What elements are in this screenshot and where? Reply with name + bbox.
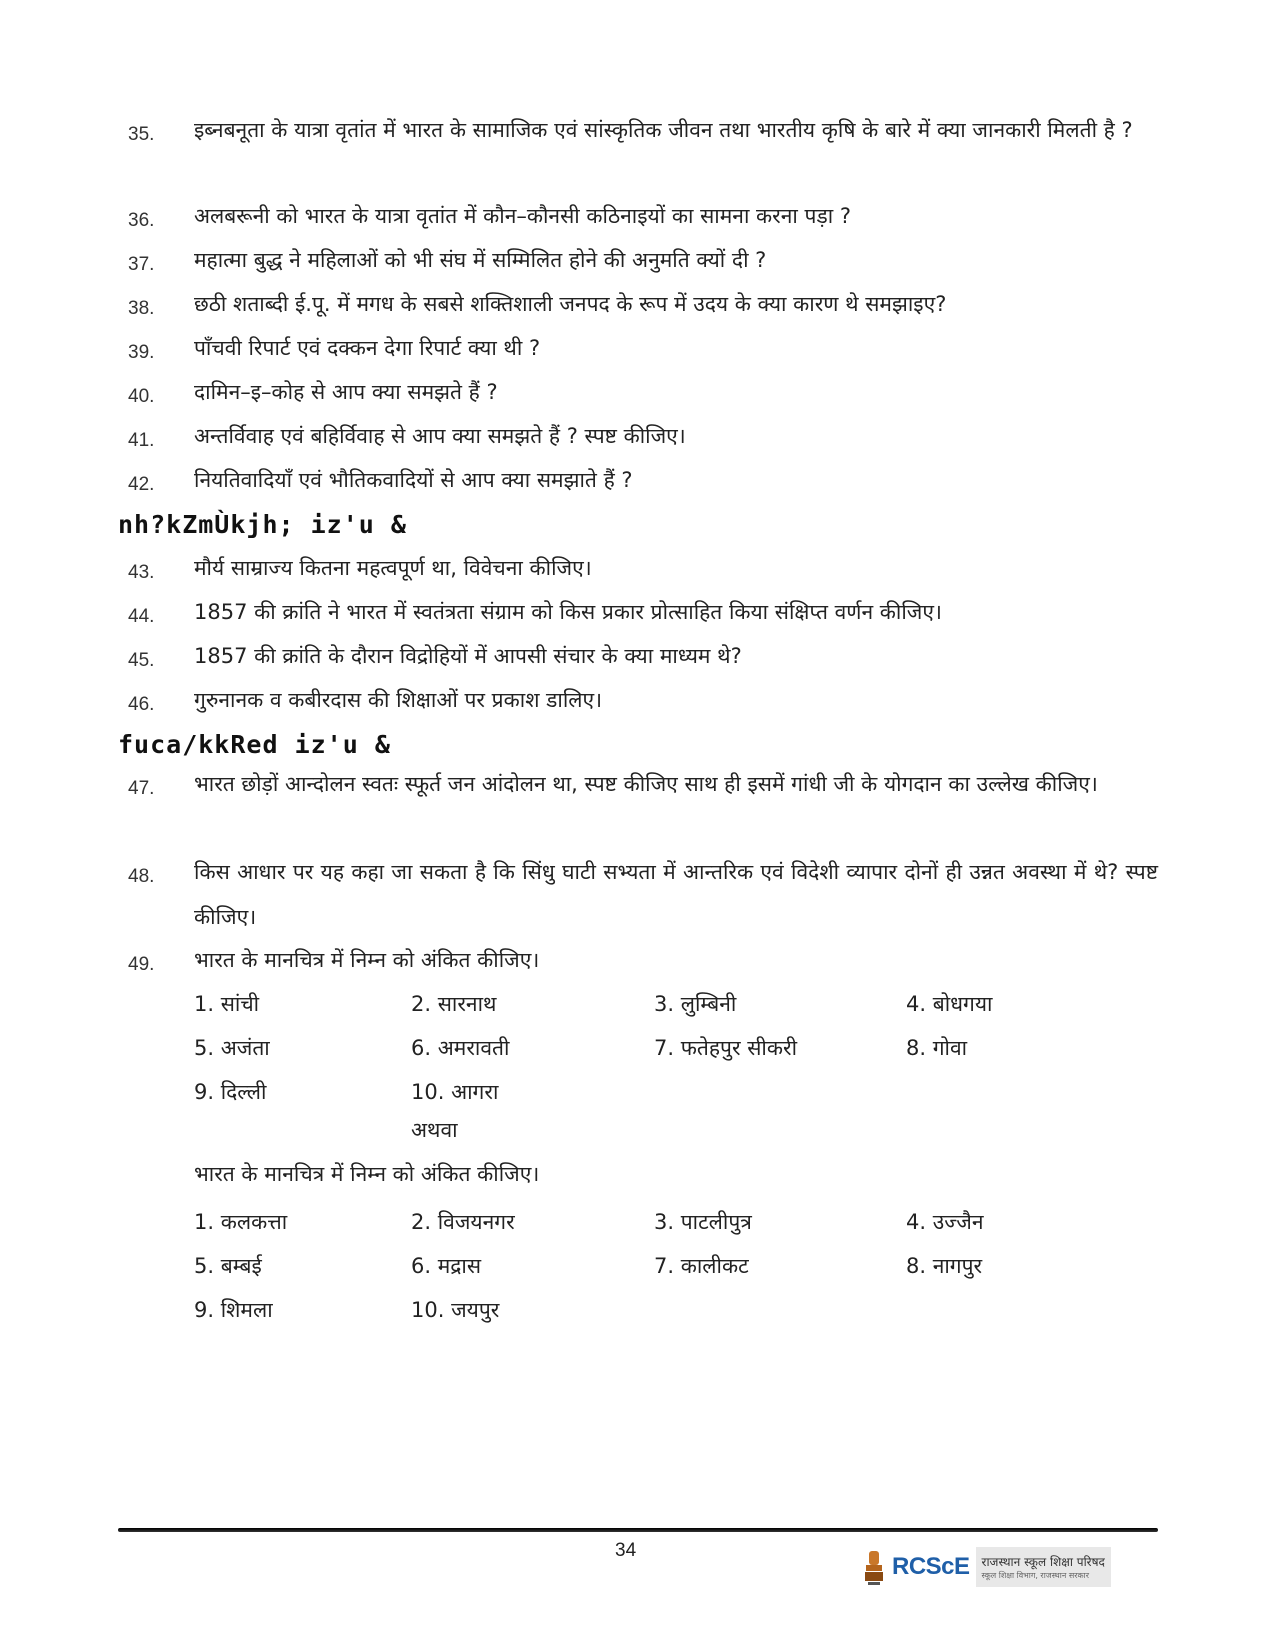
map-place: 7. फतेहपुर सीकरी <box>654 1036 798 1060</box>
question-number: 39. <box>128 342 155 363</box>
question-number: 43. <box>128 562 155 583</box>
org-department: स्कूल शिक्षा विभाग, राजस्थान सरकार <box>981 1571 1089 1580</box>
section-heading-essay: fuca/kkRed iz'u & <box>118 730 391 759</box>
footer-logo <box>862 1545 1134 1589</box>
page-number: 34 <box>615 1540 637 1561</box>
map-place: 7. कालीकट <box>654 1254 749 1278</box>
footer-rule <box>118 1528 1158 1532</box>
question-35 <box>128 108 1158 198</box>
org-name-block <box>976 1547 1111 1587</box>
question-text: दामिन–इ–कोह से आप क्या समझते हैं ? <box>194 380 498 404</box>
question-number: 35. <box>128 124 155 145</box>
question-text: छठी शताब्दी ई.पू. में मगध के सबसे शक्तिशाली जनपद के रूप में उदय के क्या कारण थे समझाइए? <box>194 292 947 316</box>
map-place: 1. सांची <box>194 992 260 1016</box>
question-number: 47. <box>128 778 155 799</box>
question-text: भारत छोड़ों आन्दोलन स्वतः स्फूर्त जन आंदोलन था, स्पष्ट कीजिए साथ ही इसमें गांधी जी के योगदान का उल्लेख कीजिए। <box>194 772 1098 796</box>
map-place: 10. जयपुर <box>411 1298 500 1322</box>
state-emblem-icon <box>862 1547 886 1587</box>
question-text: किस आधार पर यह कहा जा सकता है कि सिंधु घाटी सभ्यता में आन्तरिक एवं विदेशी व्यापार दोनों ही उन्नत अवस्था में थे? स्पष्ट कीजिए। <box>194 860 1158 929</box>
question-text: गुरुनानक व कबीरदास की शिक्षाओं पर प्रकाश डालिए। <box>194 688 603 712</box>
map-place: 10. आगरा <box>411 1080 499 1104</box>
question-number: 38. <box>128 298 155 319</box>
map-place: 8. नागपुर <box>906 1254 983 1278</box>
map-place: 3. लुम्बिनी <box>654 992 737 1016</box>
question-text: नियतिवादियाँ एवं भौतिकवादियों से आप क्या समझाते हैं ? <box>194 468 633 492</box>
question-text: भारत के मानचित्र में निम्न को अंकित कीजिए। <box>194 948 540 972</box>
section-heading-long-answer: nh?kZmÙkjh; iz'u & <box>118 510 407 539</box>
question-text: इब्नबनूता के यात्रा वृतांत में भारत के सामाजिक एवं सांस्कृतिक जीवन तथा भारतीय कृषि के बारे में क्या जानकारी मिलती है ? <box>194 118 1133 142</box>
question-text: मौर्य साम्राज्य कितना महत्वपूर्ण था, विवेचना कीजिए। <box>194 556 592 580</box>
map-place: 4. उज्जैन <box>906 1210 984 1234</box>
map-place: 1. कलकत्ता <box>194 1210 288 1234</box>
map-place: 5. अजंता <box>194 1036 270 1060</box>
question-number: 44. <box>128 606 155 627</box>
map-place: 8. गोवा <box>906 1036 968 1060</box>
question-number: 49. <box>128 954 155 975</box>
question-number: 37. <box>128 254 155 275</box>
map-place: 9. दिल्ली <box>194 1080 267 1104</box>
question-number: 36. <box>128 210 155 231</box>
rcsce-logo-text: RCScE <box>892 1553 970 1580</box>
question-text: महात्मा बुद्ध ने महिलाओं को भी संघ में सम्मिलित होने की अनुमति क्यों दी ? <box>194 248 767 272</box>
map-place: 2. सारनाथ <box>411 992 497 1016</box>
map-place: 4. बोधगया <box>906 992 993 1016</box>
question-text: 1857 की क्रांति के दौरान विद्रोहियों में आपसी संचार के क्या माध्यम थे? <box>194 644 742 668</box>
question-number: 45. <box>128 650 155 671</box>
question-number: 41. <box>128 430 155 451</box>
question-text: अन्तर्विवाह एवं बहिर्विवाह से आप क्या समझते हैं ? स्पष्ट कीजिए। <box>194 424 686 448</box>
map-instruction-2: भारत के मानचित्र में निम्न को अंकित कीजिए। <box>194 1162 540 1186</box>
question-48 <box>128 850 1158 940</box>
question-number: 46. <box>128 694 155 715</box>
question-number: 48. <box>128 866 155 887</box>
map-place: 2. विजयनगर <box>411 1210 515 1234</box>
question-number: 42. <box>128 474 155 495</box>
map-place: 5. बम्बई <box>194 1254 262 1278</box>
map-place: 6. अमरावती <box>411 1036 510 1060</box>
org-name: राजस्थान स्कूल शिक्षा परिषद <box>981 1555 1105 1569</box>
question-47 <box>128 762 1158 852</box>
map-place: 6. मद्रास <box>411 1254 482 1278</box>
or-separator: अथवा <box>411 1118 458 1142</box>
question-text: 1857 की क्रांति ने भारत में स्वतंत्रता संग्राम को किस प्रकार प्रोत्साहित किया संक्षिप्त वर्णन कीजिए। <box>194 600 942 624</box>
map-place: 9. शिमला <box>194 1298 273 1322</box>
question-number: 40. <box>128 386 155 407</box>
question-text: पाँचवी रिपार्ट एवं दक्कन देगा रिपार्ट क्या थी ? <box>194 336 541 360</box>
question-text: अलबरूनी को भारत के यात्रा वृतांत में कौन–कौनसी कठिनाइयों का सामना करना पड़ा ? <box>194 204 851 228</box>
map-place: 3. पाटलीपुत्र <box>654 1210 752 1234</box>
